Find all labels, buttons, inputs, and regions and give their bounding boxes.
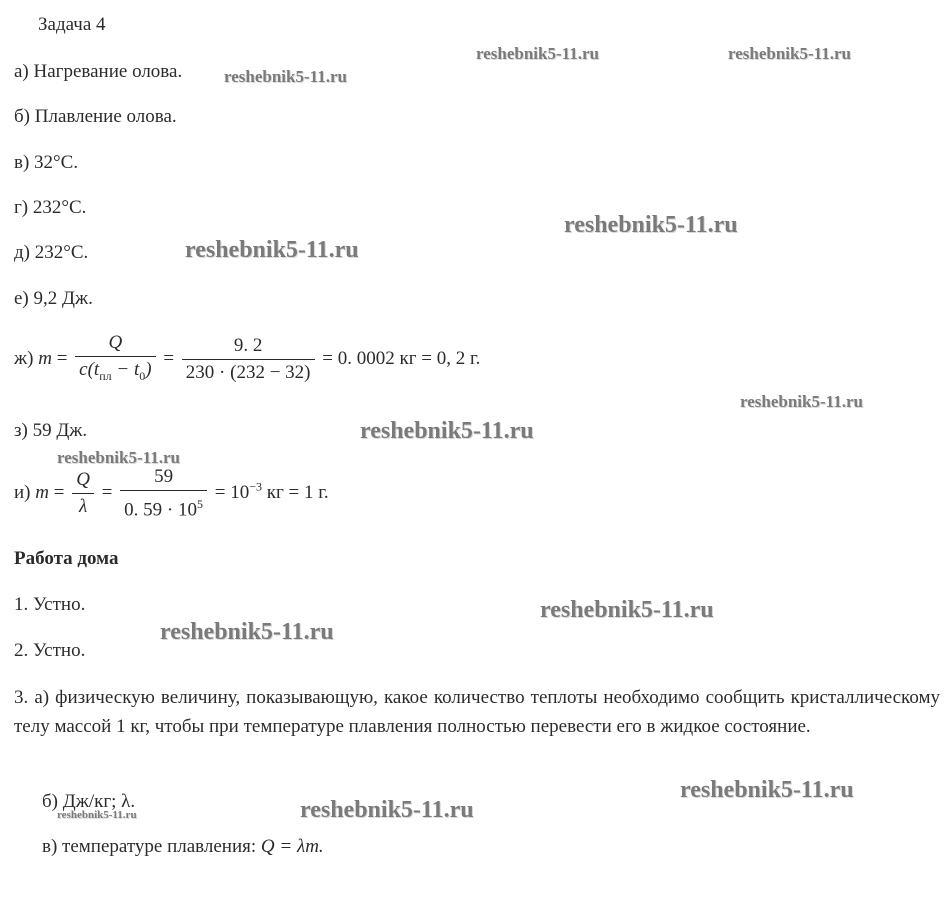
zh-eq1: = bbox=[56, 347, 68, 369]
item-a: а) Нагревание олова. bbox=[14, 61, 183, 82]
i-result-sup: −3 bbox=[249, 479, 262, 494]
zh-frac1-den-c: c(t bbox=[79, 359, 100, 380]
i-fraction-1 bbox=[72, 469, 94, 518]
homework-item-3v bbox=[42, 836, 324, 858]
homework-item-1: 1. Устно. bbox=[14, 594, 86, 615]
item-d: д) 232°С. bbox=[14, 242, 89, 263]
item-i-formula bbox=[14, 466, 329, 521]
zh-frac1-denominator bbox=[75, 357, 155, 387]
item-g: г) 232°С. bbox=[14, 197, 87, 218]
zh-frac1-numerator: Q bbox=[75, 332, 155, 357]
i-result-base: = 10 bbox=[214, 482, 250, 504]
item-v: в) 32°С. bbox=[14, 152, 79, 173]
zh-frac1-den-sub1: пл bbox=[99, 368, 112, 383]
i-mass-var: m bbox=[35, 482, 49, 504]
zh-frac1-den-sub2: 0 bbox=[139, 368, 146, 383]
zh-fraction-2 bbox=[182, 335, 315, 384]
homework-item-3v-formula: Q = λm. bbox=[260, 836, 324, 857]
item-z: з) 59 Дж. bbox=[14, 420, 88, 441]
i-result-end: кг = 1 г. bbox=[261, 482, 329, 504]
i-frac2-den-base: 0. 59 · 10 bbox=[124, 499, 197, 521]
zh-result: = 0. 0002 кг = 0, 2 г. bbox=[322, 347, 481, 369]
i-frac1-denominator: λ bbox=[78, 496, 88, 518]
watermark: reshebnik5-11.ru bbox=[57, 809, 137, 821]
watermark: reshebnik5-11.ru bbox=[300, 797, 474, 823]
i-result bbox=[214, 479, 329, 504]
homework-title: Работа дома bbox=[14, 548, 119, 569]
zh-fraction-1 bbox=[75, 332, 155, 387]
watermark: reshebnik5-11.ru bbox=[740, 392, 863, 411]
item-e: е) 9,2 Дж. bbox=[14, 288, 93, 309]
watermark: reshebnik5-11.ru bbox=[185, 237, 359, 263]
homework-item-3b: б) Дж/кг; λ. bbox=[42, 791, 136, 812]
watermark: reshebnik5-11.ru bbox=[57, 448, 180, 467]
watermark: reshebnik5-11.ru bbox=[680, 777, 854, 803]
watermark: reshebnik5-11.ru bbox=[540, 597, 714, 623]
i-eq2: = bbox=[101, 482, 113, 504]
watermark: reshebnik5-11.ru bbox=[360, 418, 534, 444]
i-frac2-numerator: 59 bbox=[120, 466, 207, 491]
item-b: б) Плавление олова. bbox=[14, 106, 177, 127]
homework-item-3v-text: в) температуре плавления: bbox=[42, 836, 261, 857]
zh-frac2-numerator: 9. 2 bbox=[182, 335, 315, 360]
homework-item-3: 3. а) физическую величину, показывающую, какое количество теплоты необходимо сообщить кристаллическому телу массой 1 кг, чтобы при температуре плавления полностью перевести его в жидкое состояние. bbox=[14, 687, 940, 737]
zh-frac1-den-end: ) bbox=[145, 359, 152, 380]
watermark: reshebnik5-11.ru bbox=[476, 44, 599, 63]
zh-frac2-denominator: 230 · (232 − 32) bbox=[185, 361, 311, 383]
task-title: Задача 4 bbox=[38, 14, 106, 35]
item-zh-formula bbox=[14, 332, 480, 387]
watermark: reshebnik5-11.ru bbox=[564, 212, 738, 238]
i-frac2-den-sup: 5 bbox=[196, 497, 203, 511]
zh-eq2: = bbox=[163, 347, 175, 369]
i-frac1-numerator: Q bbox=[72, 469, 94, 494]
i-frac2-denominator bbox=[120, 491, 207, 521]
watermark: reshebnik5-11.ru bbox=[728, 44, 851, 63]
homework-item-2: 2. Устно. bbox=[14, 640, 86, 661]
i-fraction-2 bbox=[120, 466, 207, 521]
zh-frac1-den-mid: − t bbox=[111, 359, 140, 380]
i-eq1: = bbox=[53, 482, 65, 504]
zh-mass-var: m bbox=[38, 347, 52, 369]
item-zh-label: ж) bbox=[14, 347, 34, 369]
watermark: reshebnik5-11.ru bbox=[224, 67, 347, 86]
item-i-label: и) bbox=[14, 482, 31, 504]
watermark: reshebnik5-11.ru bbox=[160, 619, 334, 645]
